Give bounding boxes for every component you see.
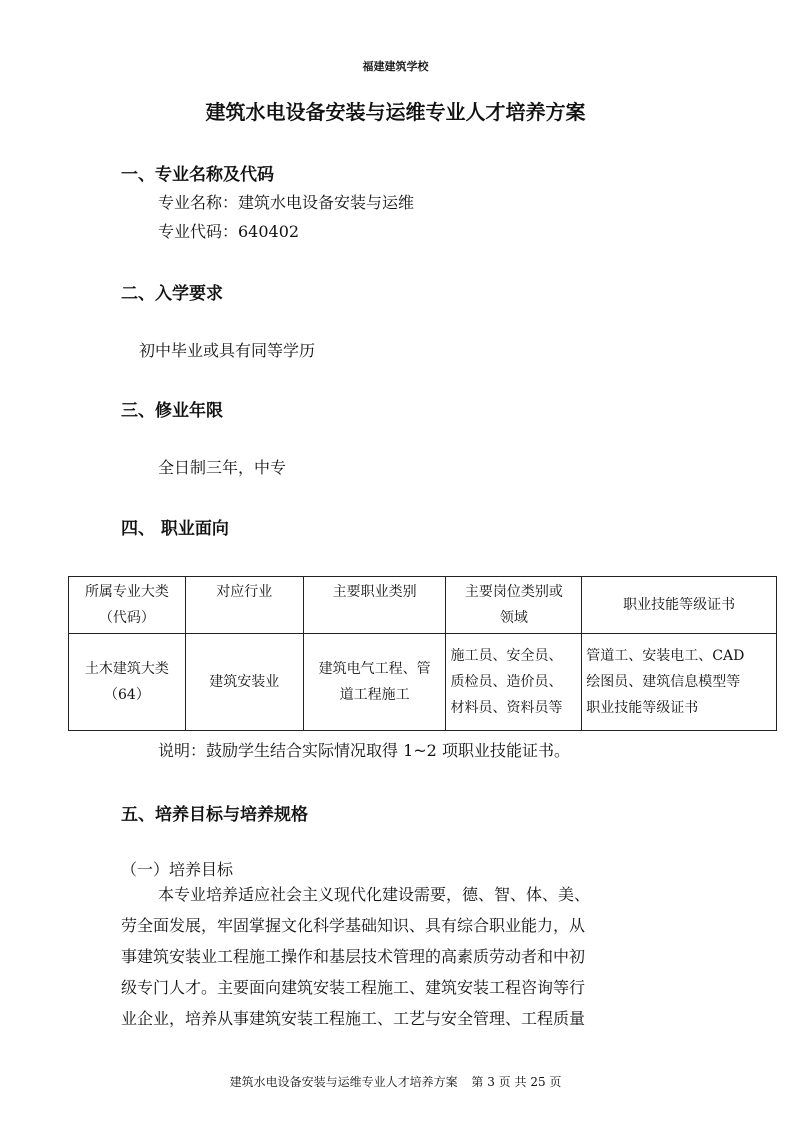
cell-certificate: 管道工、安装电工、CAD 绘图员、建筑信息模型等 职业技能等级证书 xyxy=(582,634,777,731)
major-code-line: 专业代码：640402 xyxy=(158,222,300,241)
career-orientation-table xyxy=(68,576,777,731)
section-heading-3: 三、修业年限 xyxy=(121,401,223,421)
section-heading-4: 四、 职业面向 xyxy=(121,519,229,539)
footer-page-number: 第 3 页 共 25 页 xyxy=(471,1075,562,1089)
paragraph-line: 本专业培养适应社会主义现代化建设需要，德、智、体、美、 xyxy=(158,885,591,904)
footer-doc-name: 建筑水电设备安装与运维专业人才培养方案 xyxy=(229,1075,458,1089)
section-heading-5: 五、培养目标与培养规格 xyxy=(121,805,308,825)
cell-position: 施工员、安全员、 质检员、造价员、 材料员、资料员等 xyxy=(446,634,582,731)
table-header-row xyxy=(69,577,777,634)
page-header: 福建建筑学校 xyxy=(362,60,429,73)
major-name-line: 专业名称：建筑水电设备安装与运维 xyxy=(158,193,415,212)
header-cell-certificate: 职业技能等级证书 xyxy=(582,577,777,634)
paragraph-line: 劳全面发展，牢固掌握文化科学基础知识、具有综合职业能力，从 xyxy=(121,916,586,935)
training-goal-paragraph xyxy=(121,879,681,1034)
study-duration: 全日制三年，中专 xyxy=(158,458,287,477)
paragraph-line: 业企业，培养从事建筑安装工程施工、工艺与安全管理、工程质量 xyxy=(121,1009,586,1028)
table-note: 说明：鼓励学生结合实际情况取得 1~2 项职业技能证书。 xyxy=(158,741,570,760)
cell-industry: 建筑安装业 xyxy=(185,634,303,731)
subsection-heading: （一）培养目标 xyxy=(121,860,234,879)
document-title: 建筑水电设备安装与运维专业人才培养方案 xyxy=(205,100,586,124)
page-footer xyxy=(0,1073,791,1090)
cell-occupation: 建筑电气工程、管 道工程施工 xyxy=(303,634,446,731)
paragraph-line: 事建筑安装业工程施工操作和基层技术管理的高素质劳动者和中初 xyxy=(121,947,586,966)
cell-category: 土木建筑大类 （64） xyxy=(69,634,186,731)
header-cell-occupation: 主要职业类别 xyxy=(303,577,446,634)
table-row xyxy=(69,634,777,731)
section-heading-2: 二、入学要求 xyxy=(121,284,223,304)
paragraph-line: 级专门人才。主要面向建筑安装工程施工、建筑安装工程咨询等行 xyxy=(121,978,586,997)
header-cell-industry: 对应行业 xyxy=(185,577,303,634)
section-heading-1: 一、专业名称及代码 xyxy=(121,165,274,185)
admission-requirement: 初中毕业或具有同等学历 xyxy=(139,341,316,360)
header-cell-position: 主要岗位类别或 领域 xyxy=(446,577,582,634)
header-cell-category: 所属专业大类 （代码） xyxy=(69,577,186,634)
